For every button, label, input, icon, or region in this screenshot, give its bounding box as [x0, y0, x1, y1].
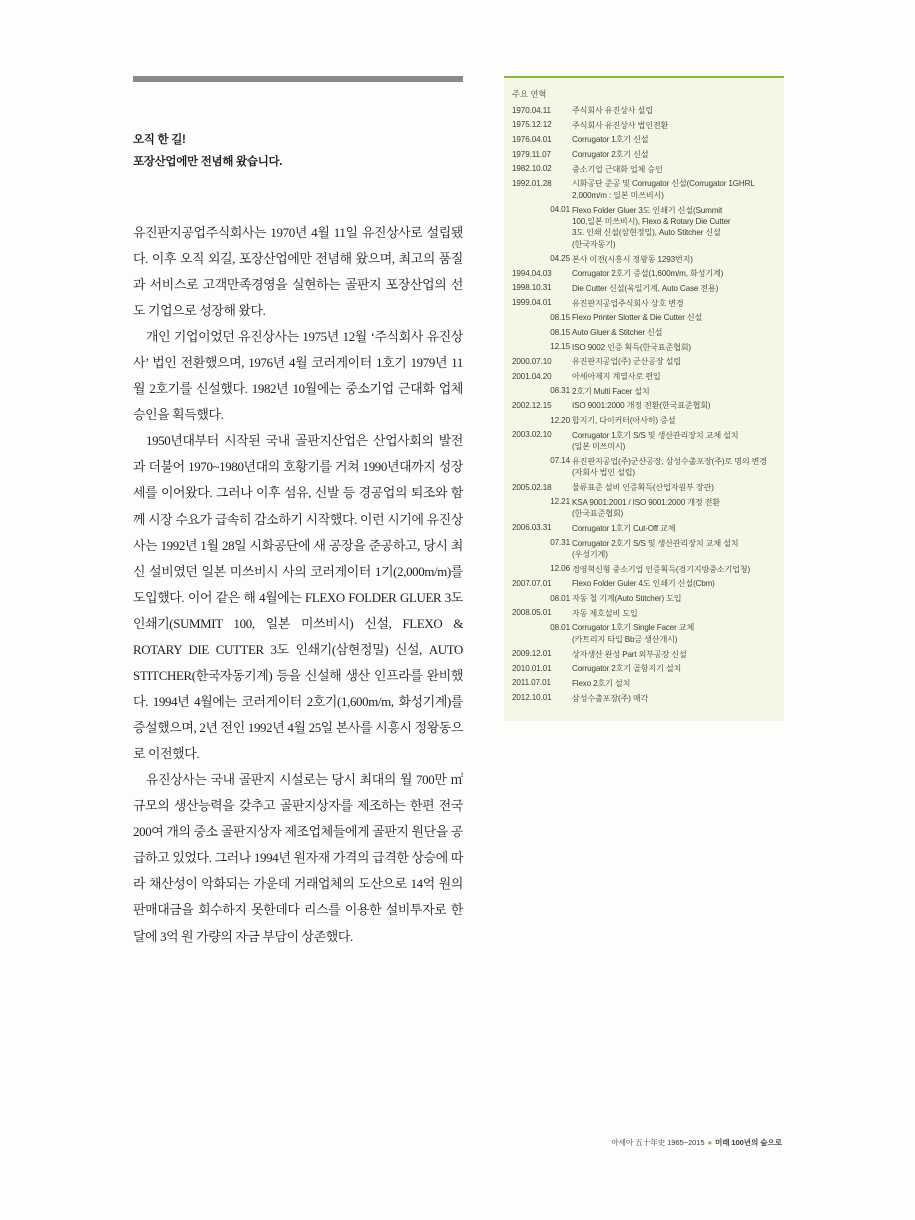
left-column: [133, 76, 463, 950]
timeline-date: 08.01: [550, 593, 570, 603]
timeline-date: 2001.04.20: [512, 371, 552, 381]
timeline-row: [504, 164, 784, 175]
timeline-description-sub: (한국표준협회): [572, 509, 624, 519]
timeline-description: [572, 105, 778, 116]
timeline-row: [504, 205, 784, 251]
timeline-description-main: Corrugator 1호기 Cut-Off 교체: [572, 523, 676, 533]
timeline-description: [572, 608, 778, 619]
timeline-row: [504, 430, 784, 453]
timeline-row: [504, 608, 784, 619]
paragraph-3: 1950년대부터 시작된 국내 골판지산업은 산업사회의 발전과 더불어 1970~1980년대의 호황기를 거쳐 1990년대까지 성장세를 이어왔다. 그러나 이후 섬유, 신발 등 경공업의 퇴조와 함께 시장 수요가 급속히 감소하기 시작했다. 이런 시기에 유진상사는 1992년 1월 28일 시화공단에 새 공장을 준공하고, 당시 최신 설비였던 일본 미쓰비시 사의 코러게이터 1기(2,000m/m)를 도입했다. 이어 같은 해 4월에는 FLEXO FOLDER GLUER 3도 인쇄기(SUMMIT 100, 일본 미쓰비시) 신설, FLEXO & ROTARY DIE CUTTER 3도 인쇄기(삼현정밀) 신설, AUTO STITCHER(한국자동기계) 등을 신설해 생산 인프라를 완비했다. 1994년 4월에는 코러게이터 2호기(1,600m/m, 화성기계)를 증설했으며, 2년 전인 1992년 4월 25일 본사를 시흥시 정왕동으로 이전했다.: [133, 434, 463, 762]
timeline-row: [504, 327, 784, 338]
timeline-description-main: 본사 이전(시흥시 정왕동 1293번지): [572, 254, 693, 264]
timeline-date: 1970.04.11: [512, 105, 551, 115]
timeline-row: [504, 342, 784, 353]
timeline-date: 04.01: [550, 205, 570, 215]
timeline-date: 1975.12.12: [512, 120, 552, 130]
timeline-description: [572, 134, 778, 145]
timeline-date: 2008.05.01: [512, 608, 552, 618]
timeline-description: [572, 538, 778, 561]
timeline-description: [572, 430, 778, 453]
timeline-description: [572, 371, 778, 382]
timeline-description: [572, 178, 778, 201]
timeline-description-sub: (자회사 법인 설립): [572, 468, 635, 478]
timeline-description: [572, 298, 778, 309]
timeline-description-main: 상자생산 완성 Part 외부공장 신설: [572, 649, 687, 659]
timeline-description-sub: (일본 미쓰미시): [572, 442, 626, 452]
timeline-description: [572, 342, 778, 353]
timeline-date: 2005.02.18: [512, 482, 552, 492]
timeline-description-main: Auto Gluer & Stitcher 신설: [572, 328, 663, 337]
page-footer: [611, 1137, 782, 1148]
headline-line-1: 오직 한 길!: [133, 134, 186, 146]
headline: [133, 129, 463, 174]
timeline-row: [504, 268, 784, 279]
timeline-description: [572, 283, 778, 294]
timeline-description-main: 삼성수출포장(주) 매각: [572, 693, 649, 703]
timeline-row: [504, 678, 784, 689]
timeline-description-main: 유진판지공업주식회사 상호 변경: [572, 298, 684, 308]
timeline-date: 2011.07.01: [512, 678, 551, 688]
timeline-description: [572, 578, 778, 589]
timeline-row: [504, 386, 784, 397]
timeline-description-main: 자동 철 기계(Auto Stitcher) 도입: [572, 594, 682, 604]
timeline-description: [572, 649, 778, 660]
timeline-description-main: 2호기 Multi Facer 설치: [572, 386, 650, 396]
timeline-description: [572, 564, 778, 575]
paragraph-4: 유진상사는 국내 골판지 시설로는 당시 최대의 월 700만 ㎡ 규모의 생산능력을 갖추고 골판지상자를 제조하는 한편 전국 200여 개의 중소 골판지상자 제조업체들에게 골판지 원단을 공급하고 있었다. 그러나 1994년 원자재 가격의 급격한 상승에 따라 채산성이 악화되는 가운데 거래업체의 도산으로 14억 원의 판매대금을 회수하지 못한데다 리스를 이용한 설비투자로 한 달에 3억 원 가량의 자금 부담이 상존했다.: [133, 773, 463, 944]
timeline-row: [504, 105, 784, 116]
timeline-date: 2009.12.01: [512, 649, 552, 659]
timeline-title: 주요 연혁: [512, 89, 547, 99]
timeline-row: [504, 456, 784, 479]
timeline-row: [504, 298, 784, 309]
footer-dot-icon: ●: [707, 1138, 712, 1147]
timeline-row: [504, 538, 784, 561]
timeline-description: [572, 693, 778, 704]
timeline-box: [504, 76, 784, 721]
timeline-description-main: Corrugator 2호기 골함지기 설치: [572, 664, 682, 674]
timeline-date: 2012.10.01: [512, 693, 552, 703]
timeline-description: [572, 120, 778, 131]
timeline-description: [572, 356, 778, 367]
timeline-description: [572, 523, 778, 534]
timeline-row: [504, 693, 784, 704]
timeline-description-main: 시화공단 준공 및 Corrugator 신설(Corrugator 1GHRL: [572, 179, 755, 189]
timeline-description: [572, 497, 778, 520]
timeline-date: 1976.04.01: [512, 134, 552, 144]
timeline-date: 12.15: [550, 342, 570, 352]
timeline-description-main: 자동 제호설비 도입: [572, 608, 638, 618]
timeline-description-main: Corrugator 1호기 신설: [572, 135, 649, 145]
timeline-description: [572, 312, 778, 323]
timeline-rows: [504, 105, 784, 704]
timeline-date: 2006.03.31: [512, 523, 552, 533]
timeline-description-main: Corrugator 2호기 S/S 및 생산관리장치 교체 설치: [572, 538, 739, 548]
timeline-description-main: Corrugator 1호기 S/S 및 생산관리장치 교체 설치: [572, 430, 739, 440]
timeline-date: 08.15: [550, 327, 570, 337]
timeline-row: [504, 134, 784, 145]
timeline-date: 1979.11.07: [512, 149, 551, 159]
timeline-date: 12.21: [550, 497, 570, 507]
timeline-description: [572, 415, 778, 426]
timeline-row: [504, 649, 784, 660]
timeline-description: [572, 205, 778, 251]
timeline-description: [572, 386, 778, 397]
timeline-row: [504, 482, 784, 493]
timeline-date: 2003.02.10: [512, 430, 552, 440]
body-text: [133, 220, 463, 950]
timeline-description-main: 유진판지공업(주) 군산공장 설립: [572, 357, 681, 367]
timeline-description-sub: 3도 인쇄 신설(삼현정밀), Auto Stitcher 신설: [572, 228, 721, 238]
timeline-description-main: ISO 9001:2000 개정 전환(한국표준협회): [572, 401, 711, 411]
timeline-row: [504, 415, 784, 426]
timeline-description-main: KSA 9001:2001 / ISO 9001:2000 개정 전환: [572, 497, 720, 507]
timeline-date: 08.31: [550, 386, 570, 396]
timeline-description: [572, 678, 778, 689]
timeline-row: [504, 593, 784, 604]
footer-right: 미래 100년의 숲으로: [714, 1138, 782, 1147]
timeline-date: 1998.10.31: [512, 283, 552, 293]
timeline-row: [504, 120, 784, 131]
timeline-date: 12.06: [550, 564, 570, 574]
timeline-date: 04.25: [550, 254, 570, 264]
timeline-row: [504, 312, 784, 323]
timeline-description: [572, 327, 778, 338]
timeline-description: [572, 254, 778, 265]
timeline-description: [572, 456, 778, 479]
timeline-description-main: 경영혁신형 중소기업 인증획득(경기지방중소기업청): [572, 564, 750, 574]
timeline-description-main: Corrugator 2호기 신설: [572, 150, 649, 160]
timeline-row: [504, 283, 784, 294]
timeline-description-sub: (카트리지 타입 Bb금 생산개시): [572, 634, 678, 644]
timeline-date: 2010.01.01: [512, 663, 552, 673]
timeline-row: [504, 663, 784, 674]
timeline-date: 07.31: [550, 538, 570, 548]
timeline-description: [572, 400, 778, 411]
timeline-description-main: 중소기업 근대화 업체 승인: [572, 164, 663, 174]
timeline-description-main: 아세아제지 계열사로 편입: [572, 372, 661, 382]
paragraph-1: 유진판지공업주식회사는 1970년 4월 11일 유진상사로 설립됐다. 이후 오직 외길, 포장산업에만 전념해 왔으며, 최고의 품질과 서비스로 고객만족경영을 실현하는 골판지 포장산업의 선도 기업으로 성장해 왔다.: [133, 225, 463, 319]
timeline-description: [572, 149, 778, 160]
timeline-description-sub: (우성기계): [572, 550, 608, 559]
timeline-row: [504, 178, 784, 201]
footer-left: 아세아 五十年史 1965~2015: [611, 1138, 705, 1147]
timeline-row: [504, 497, 784, 520]
timeline-description-sub: 2,000m/m : 일본 미쓰비시): [572, 190, 664, 200]
timeline-description: [572, 482, 778, 493]
timeline-date: 1999.04.01: [512, 298, 552, 308]
timeline-description-sub: (한국자동기): [572, 239, 616, 249]
timeline-description-main: 유진판지공업(주)군산공장, 삼성수출포장(주)로 명의 변경: [572, 456, 767, 466]
timeline-description-main: ISO 9002 인증 획득(한국표준협회): [572, 342, 691, 352]
timeline-date: 2007.07.01: [512, 578, 552, 588]
timeline-row: [504, 356, 784, 367]
timeline-date: 1982.10.02: [512, 164, 552, 174]
headline-line-2: 포장산업에만 전념해 왔습니다.: [133, 156, 283, 169]
timeline-description-main: Flexo 2호기 설치: [572, 678, 631, 688]
timeline-description-main: 물류표준 설비 인증획득(산업자원부 장관): [572, 483, 714, 493]
timeline-description-main: 주식회사 유진상사 설립: [572, 106, 653, 115]
timeline-description-main: Die Cutter 신설(옥일기계, Auto Case 전용): [572, 283, 719, 293]
timeline-row: [504, 400, 784, 411]
timeline-description-main: Flexo Printer Slotter & Die Cutter 신설: [572, 313, 703, 323]
timeline-description-main: Flexo Folder Gluer 3도 인쇄기 신설(Summit: [572, 205, 723, 215]
top-rule: [133, 76, 463, 82]
timeline-row: [504, 578, 784, 589]
timeline-description: [572, 268, 778, 279]
timeline-description-main: Corrugator 2호기 증설(1,600m/m, 화성기계): [572, 269, 724, 279]
timeline-description: [572, 593, 778, 604]
timeline-date: 07.14: [550, 456, 570, 466]
timeline-date: 2000.07.10: [512, 356, 552, 366]
timeline-row: [504, 564, 784, 575]
timeline-row: [504, 371, 784, 382]
timeline-date: 1992.01.28: [512, 178, 552, 188]
timeline-row: [504, 254, 784, 265]
timeline-description-sub: 100,일본 미쓰비시), Flexo & Rotary Die Cutter: [572, 217, 731, 226]
timeline-row: [504, 523, 784, 534]
timeline-date: 2002.12.15: [512, 400, 552, 410]
timeline-date: 12.20: [550, 415, 570, 425]
timeline-description: [572, 164, 778, 175]
timeline-description-main: Corrugator 1호기 Single Facer 교체: [572, 623, 695, 633]
paragraph-2: 개인 기업이었던 유진상사는 1975년 12월 ‘주식회사 유진상사’ 법인 전환했으며, 1976년 4월 코러게이터 1호기 1979년 11월 2호기를 신설했다. 1982년 10월에는 중소기업 근대화 업체 승인을 획득했다.: [133, 330, 463, 423]
timeline-description: [572, 622, 778, 645]
timeline-date: 08.01: [550, 622, 570, 632]
timeline-description-main: 주식회사 유진상사 법인전환: [572, 120, 669, 130]
right-column: [504, 76, 784, 721]
timeline-description: [572, 663, 778, 674]
timeline-date: 1994.04.03: [512, 268, 552, 278]
timeline-row: [504, 622, 784, 645]
timeline-description-main: Flexo Folder Guler 4도 인쇄기 신설(Cbm): [572, 579, 715, 589]
timeline-date: 08.15: [550, 312, 570, 322]
timeline-description-main: 합지기, 다이커터(아사히) 증설: [572, 416, 676, 426]
timeline-row: [504, 149, 784, 160]
